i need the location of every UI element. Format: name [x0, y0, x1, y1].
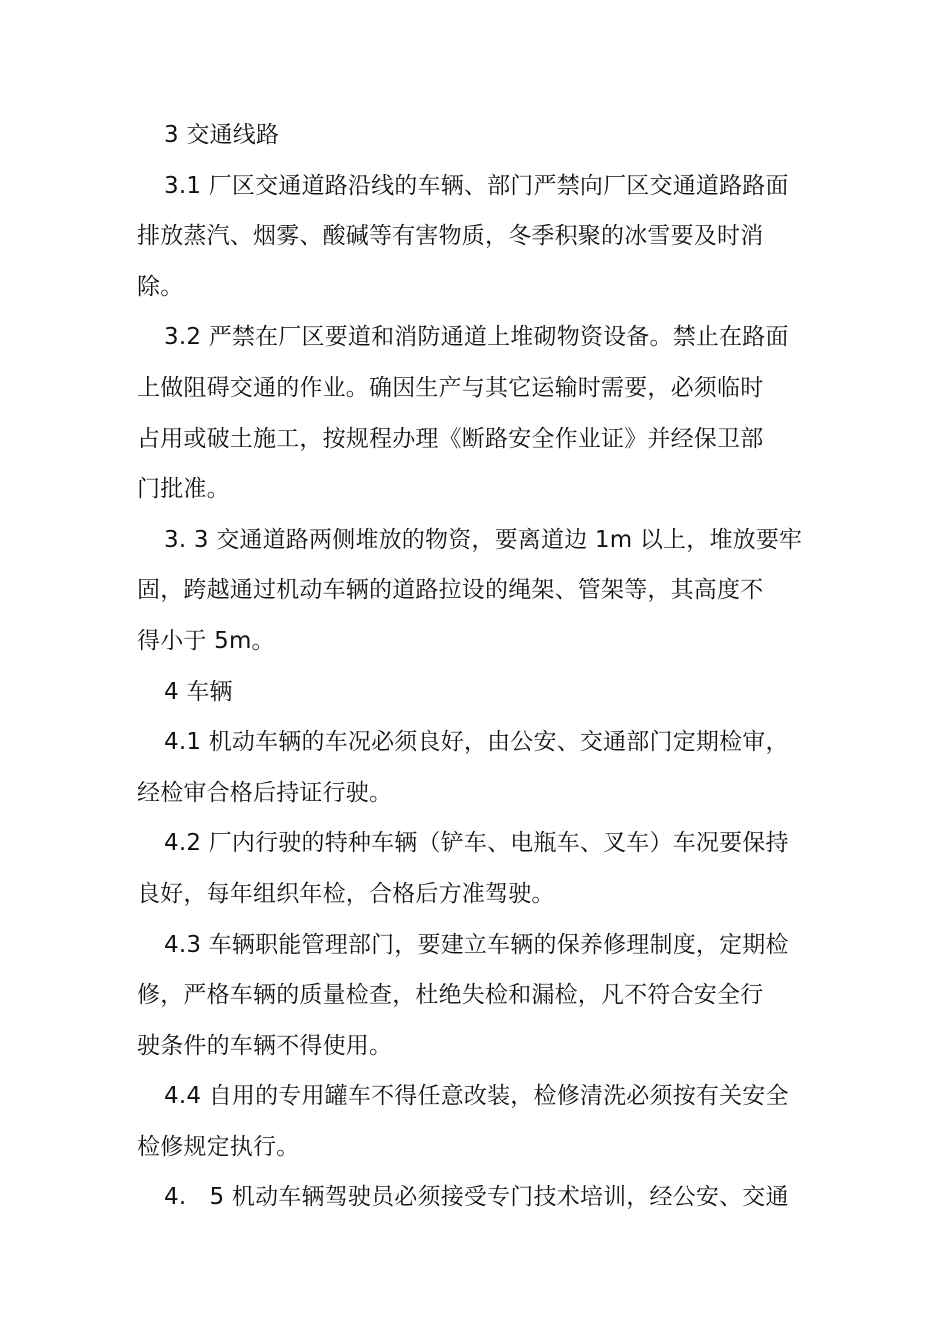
paragraph-4-1-line-1: 4.1 机动车辆的车况必须良好，由公安、交通部门定期检审，: [164, 729, 789, 756]
paragraph-3-2-line-1: 3.2 严禁在厂区要道和消防通道上堆砌物资设备。禁止在路面: [164, 324, 789, 351]
paragraph-3-1-line-1: 3.1 厂区交通道路沿线的车辆、部门严禁向厂区交通道路路面: [164, 172, 789, 199]
paragraph-3-3-line-1: 3. 3 交通道路两侧堆放的物资，要离道边 1m 以上，堆放要牢: [164, 526, 803, 553]
paragraph-4-4-line-1: 4.4 自用的专用罐车不得任意改装，检修清洗必须按有关安全: [164, 1083, 789, 1110]
paragraph-4-2-line-2: 良好，每年组织年检，合格后方准驾驶。: [137, 880, 555, 907]
paragraph-3-2-line-3: 占用或破土施工，按规程办理《断路安全作业证》并经保卫部: [137, 425, 764, 452]
section-heading-vehicles: 4 车辆: [164, 678, 233, 705]
paragraph-3-1-line-3: 除。: [137, 273, 184, 300]
paragraph-4-3-line-3: 驶条件的车辆不得使用。: [137, 1032, 393, 1059]
paragraph-4-3-line-2: 修，严格车辆的质量检查，杜绝失检和漏检，凡不符合安全行: [137, 982, 764, 1009]
paragraph-3-3-line-3: 得小于 5m。: [137, 627, 275, 654]
paragraph-4-4-line-2: 检修规定执行。: [137, 1133, 300, 1160]
paragraph-3-2-line-2: 上做阻碍交通的作业。确因生产与其它运输时需要，必须临时: [137, 374, 764, 401]
paragraph-4-3-line-1: 4.3 车辆职能管理部门，要建立车辆的保养修理制度，定期检: [164, 931, 789, 958]
paragraph-4-5-line-1: 4. 5 机动车辆驾驶员必须接受专门技术培训，经公安、交通: [164, 1184, 789, 1211]
section-heading-traffic-routes: 3 交通线路: [164, 122, 280, 148]
paragraph-4-1-line-2: 经检审合格后持证行驶。: [137, 779, 393, 806]
document-body: [137, 110, 827, 1223]
paragraph-4-2-line-1: 4.2 厂内行驶的特种车辆（铲车、电瓶车、叉车）车况要保持: [164, 830, 789, 857]
paragraph-3-1-line-2: 排放蒸汽、烟雾、酸碱等有害物质，冬季积聚的冰雪要及时消: [137, 223, 764, 250]
paragraph-3-3-line-2: 固，跨越通过机动车辆的道路拉设的绳架、管架等，其高度不: [137, 577, 764, 604]
paragraph-3-2-line-4: 门批准。: [137, 476, 230, 503]
